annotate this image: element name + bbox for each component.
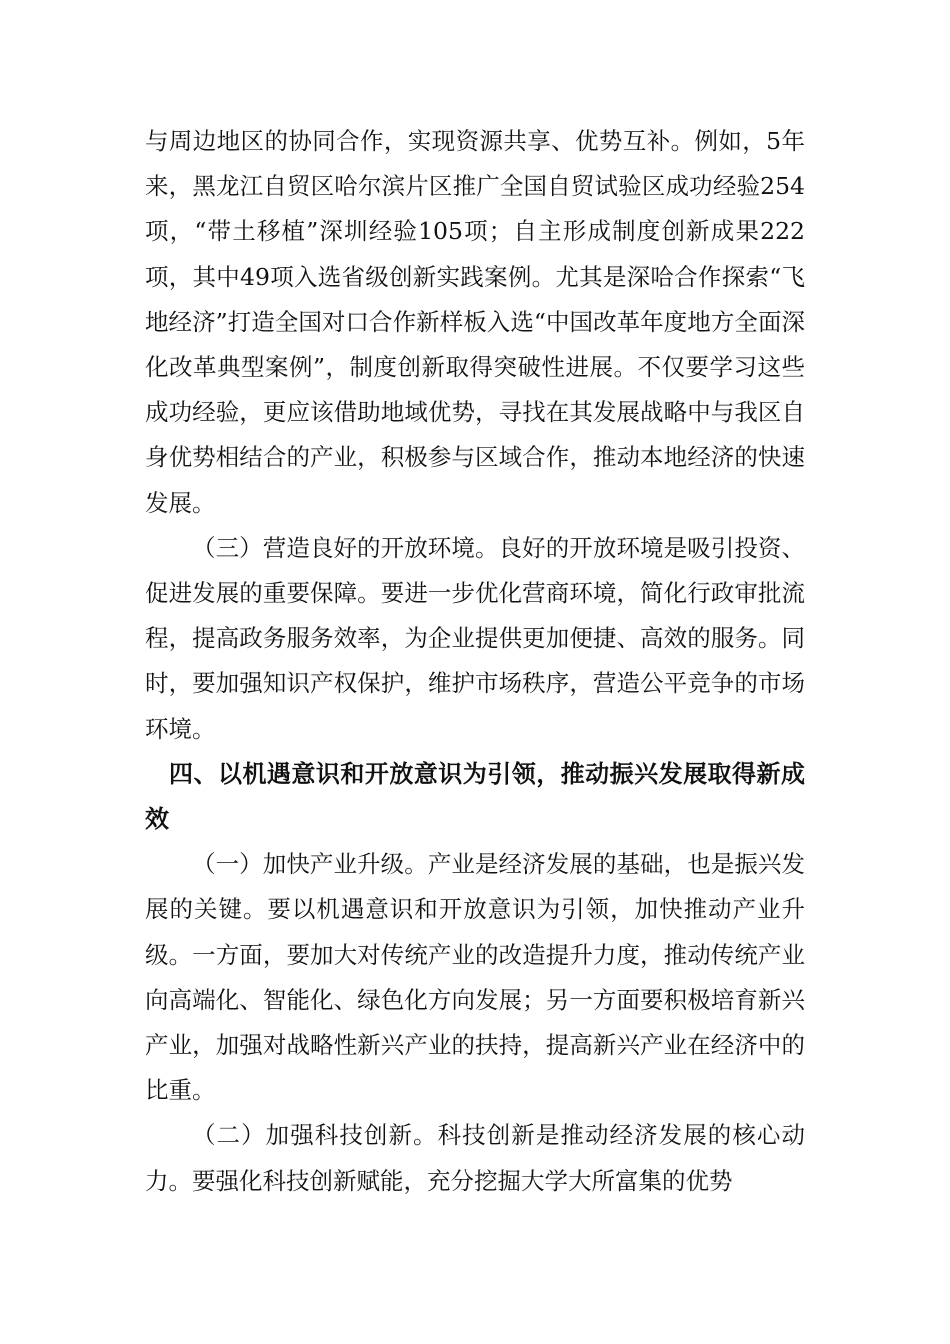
section-heading-four: 四、以机遇意识和开放意识为引领，推动振兴发展取得新成效 [145, 759, 805, 834]
document-page [145, 119, 805, 1204]
paragraph-open-environment [145, 526, 805, 752]
paragraph-industrial-upgrade [145, 842, 805, 1113]
subheading-industrial-upgrade: （一）加快产业升级。 [192, 850, 428, 879]
subheading-open-environment: （三）营造良好的开放环境。 [192, 533, 499, 562]
paragraph-industrial-upgrade-body: 产业是经济发展的基础，也是振兴发展的关键。要以机遇意识和开放意识为引领，加快推动产业升级。一方面，要加大对传统产业的改造提升力度，推动传统产业向高端化、智能化、绿色化方向发展；另一方面要积极培育新兴产业，加强对战略性新兴产业的扶持，提高新兴产业在经济中的比重。 [145, 850, 806, 1105]
paragraph-tech-innovation-body: 科技创新是推动经济发展的核心动力。要强化科技创新赋能，充分挖掘大学大所富集的优势 [145, 1121, 805, 1195]
paragraph-open-environment-body: 良好的开放环境是吸引投资、促进发展的重要保障。要进一步优化营商环境，简化行政审批流程，提高政务服务效率，为企业提供更加便捷、高效的服务。同时，要加强知识产权保护，维护市场秩序，营造公平竞争的市场环境。 [145, 533, 806, 743]
paragraph-regional-cooperation: 与周边地区的协同合作，实现资源共享、优势互补。例如，5年来，黑龙江自贸区哈尔滨片区推广全国自贸试验区成功经验254项，“带土移植”深圳经验105项；自主形成制度创新成果222项，其中49项入选省级创新实践案例。尤其是深哈合作探索“飞地经济”打造全国对口合作新样板入选“中国改革年度地方全面深化改革典型案例”，制度创新取得突破性进展。不仅要学习这些成功经验，更应该借助地域优势，寻找在其发展战略中与我区自身优势相结合的产业，积极参与区域合作，推动本地经济的快速发展。 [145, 127, 805, 517]
subheading-tech-innovation: （二）加强科技创新。 [192, 1121, 438, 1150]
paragraph-tech-innovation [145, 1113, 805, 1203]
